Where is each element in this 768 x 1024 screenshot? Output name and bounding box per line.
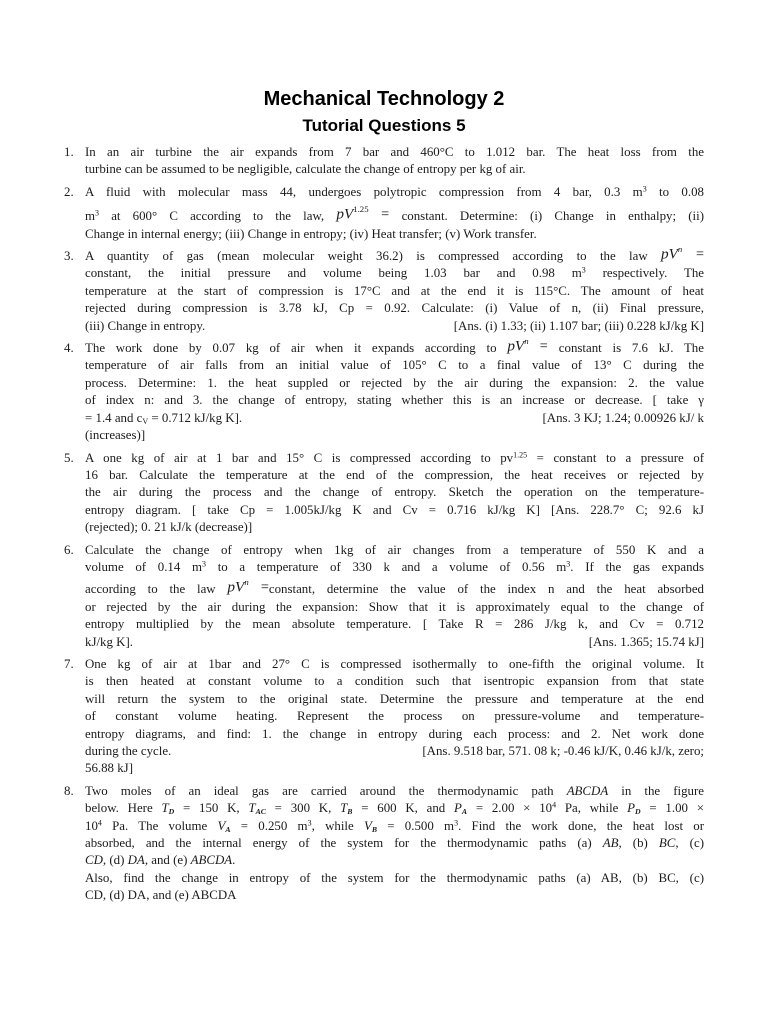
questions-list — [64, 144, 704, 905]
question-body — [85, 144, 704, 179]
text-run: = 0.712 kJ/kg K]. — [148, 410, 243, 425]
text-run: constant. Determine: (i) Change in enthalpy; (ii) — [401, 209, 704, 224]
document-title: Mechanical Technology 2 — [263, 88, 505, 110]
question-item — [64, 656, 704, 778]
question-line — [85, 392, 704, 409]
question-line — [85, 484, 704, 501]
text-run-mi: pV — [227, 578, 245, 596]
text-run: absorbed, and the internal energy of the system for the thermodynamic paths (a) — [85, 836, 603, 851]
question-item — [64, 244, 704, 335]
text-run-i: T — [248, 801, 256, 816]
text-run: = 1.00 × — [640, 801, 705, 816]
answer-text — [589, 634, 704, 651]
text-run-i: BC — [658, 836, 676, 851]
question-line — [85, 852, 704, 869]
question-line — [85, 357, 704, 374]
question-line — [85, 818, 704, 835]
text-run-mi: pV — [661, 245, 678, 263]
text-run: [Ans. 9.518 bar, 571. 08 k; -0.46 kJ/K, 0.46 kJ/k, zero; — [422, 744, 704, 758]
question-line — [85, 708, 704, 725]
question-number: 6. — [64, 542, 74, 557]
text-run: according to the law — [85, 582, 228, 597]
text-run: Calculate the change of entropy when 1kg of air changes from a temperature of 550 K and a — [85, 542, 704, 557]
text-run: A one kg of air at 1 bar and 15° C is compressed according to pv — [85, 450, 514, 465]
text-run: constant, the initial pressure and volume being 1.03 bar and 0.98 m — [85, 266, 582, 281]
text-run: (rejected); 0. 21 kJ/k (decrease)] — [85, 520, 253, 535]
question-line — [85, 410, 704, 427]
text-run: entropy diagram. [ take Cp = 1.005kJ/kg K and Cv = 0.716 kJ/kg K] [Ans. 228.7° C; 92.6 kJ — [85, 502, 704, 517]
question-line — [85, 226, 704, 243]
question-line — [85, 783, 704, 800]
text-run-msupi: n — [524, 336, 529, 347]
question-line — [85, 375, 704, 392]
question-line — [85, 184, 704, 201]
question-line — [85, 318, 704, 335]
text-run: = constant to a pressure of — [527, 450, 704, 465]
text-run: 10 — [85, 818, 98, 833]
question-body — [85, 336, 704, 444]
text-run: to a temperature of 330 k and a volume of 0.56 m — [206, 559, 567, 574]
text-run-isub: A — [461, 807, 468, 817]
question-number: 5. — [64, 450, 74, 465]
text-run: below. Here — [85, 801, 162, 816]
text-run: entropy multiplied by the mean absolute temperature. [ Take R = 286 J/kg k, and Cv = 0.712 — [85, 617, 704, 632]
text-run: , while — [311, 818, 364, 833]
text-run-i: P — [627, 801, 636, 816]
question-line — [85, 144, 704, 161]
text-run-i: ABCDA — [566, 783, 609, 798]
text-run: = 0.250 m — [230, 818, 308, 833]
question-number: 4. — [64, 341, 74, 356]
text-run-isub: D — [635, 807, 641, 817]
text-run-sub: V — [142, 416, 149, 426]
text-run: constant, determine the value of the index n and the heat absorbed — [268, 582, 704, 597]
question-number: 3. — [64, 249, 74, 264]
question-line — [85, 450, 704, 467]
text-run: = 600 K, and — [352, 801, 455, 816]
text-run: One kg of air at 1bar and 27° C is compressed isothermally to one-fifth the original volume. It — [85, 656, 704, 671]
text-run-sup: 3 — [202, 559, 207, 569]
question-body — [85, 783, 704, 905]
text-run: or rejected by the air during the expansion: Show that it is approximately equal to the change of — [85, 599, 704, 614]
question-line — [85, 519, 704, 536]
text-run: temperature of air falls from an initial value of 105° C to a final value of 13° C during the — [85, 358, 704, 373]
text-run: rejected during compression is 3.78 kJ, Cp = 0.92. Calculate: (i) Value of n, (ii) Final pressure, — [85, 301, 704, 316]
question-line — [85, 870, 704, 887]
question-line — [85, 467, 704, 484]
text-run-m: = — [528, 338, 559, 355]
text-run-isub: D — [168, 807, 175, 817]
text-run: . Find the work done, the heat lost or — [458, 818, 705, 833]
text-run-i: AB — [602, 836, 619, 851]
question-number: 2. — [64, 184, 74, 199]
question-line — [85, 656, 704, 673]
question-body — [85, 542, 704, 651]
line-text — [85, 634, 133, 651]
line-text — [85, 318, 205, 335]
text-run-i: DA — [127, 853, 145, 868]
text-run-sup: 3 — [642, 184, 647, 194]
text-run: = 2.00 × 10 — [467, 801, 553, 816]
text-run: . If the gas expands — [570, 559, 704, 574]
text-run-i: V — [363, 818, 372, 833]
text-run: at 600° C according to the law, — [99, 209, 337, 224]
text-run: . — [232, 853, 236, 868]
text-run: of index n: and 3. the change of entropy, stating whether this is an increase or decrease. [ take γ — [85, 393, 704, 408]
question-item — [64, 783, 704, 905]
text-run: temperature at the start of compression is 17°C and at the end it is 115°C. The amount of heat — [85, 283, 704, 298]
text-run: (increases)] — [85, 428, 146, 443]
question-body — [85, 450, 704, 537]
text-run: The work done by 0.07 kg of air when it expands according to — [85, 341, 508, 356]
text-run: CD, (d) DA, and (e) ABCDA — [85, 888, 237, 903]
question-line — [85, 502, 704, 519]
text-run: volume of 0.14 m — [85, 559, 203, 574]
question-line — [85, 265, 704, 282]
text-run: = 150 K, — [174, 801, 249, 816]
text-run: kJ/kg K]. — [85, 634, 133, 649]
text-run: [Ans. 3 KJ; 1.24; 0.00926 kJ/ k — [542, 410, 704, 425]
question-line — [85, 559, 704, 576]
question-line — [85, 673, 704, 690]
text-run-i: P — [454, 801, 462, 816]
text-run: A fluid with molecular mass 44, undergoes polytropic compression from 4 bar, 0.3 m — [85, 184, 643, 199]
text-run-m: = — [682, 246, 704, 263]
text-run: respectively. The — [585, 266, 704, 281]
text-run: Two moles of an ideal gas are carried around the thermodynamic path — [85, 783, 567, 798]
text-run-isub: B — [371, 824, 378, 834]
question-line — [85, 726, 704, 743]
question-line — [85, 576, 704, 598]
text-run-msupi: n — [244, 577, 249, 588]
text-run: the air during the process and the change of entropy. Sketch the operation on the temperature- — [85, 485, 704, 500]
text-run: Pa. The volume — [101, 818, 218, 833]
question-line — [85, 427, 704, 444]
text-run-sup: 3 — [307, 818, 312, 828]
text-run: entropy diagrams, and find: 1. the change in entropy during each process: and 2. Net work done — [85, 726, 704, 741]
text-run: = 0.500 m — [377, 818, 455, 833]
question-line — [85, 835, 704, 852]
text-run-i: ABCDA — [190, 853, 233, 868]
question-item — [64, 144, 704, 179]
question-number: 1. — [64, 145, 74, 159]
question-line — [85, 300, 704, 317]
question-line — [85, 800, 704, 817]
question-line — [85, 161, 704, 178]
text-run: [Ans. (i) 1.33; (ii) 1.107 bar; (iii) 0.228 kJ/kg K] — [453, 318, 704, 333]
text-run-sup: 1.25 — [513, 450, 528, 459]
text-run-msup: 1.25 — [353, 204, 369, 215]
question-number: 8. — [64, 783, 74, 798]
text-run: m — [85, 209, 96, 224]
question-line — [85, 599, 704, 616]
text-run: to 0.08 — [646, 184, 704, 199]
line-text — [85, 743, 171, 760]
text-run-sup: 4 — [97, 818, 102, 828]
question-line — [85, 743, 704, 760]
question-line — [85, 760, 704, 777]
question-body — [85, 244, 704, 335]
text-run-m: = — [248, 579, 269, 596]
text-run: during the cycle. — [85, 744, 172, 758]
text-run: [Ans. 1.365; 15.74 kJ] — [588, 634, 704, 649]
text-run: , (b) — [618, 836, 659, 851]
answer-text — [543, 410, 705, 427]
text-run-i: CD — [85, 853, 103, 868]
question-line — [85, 616, 704, 633]
question-line — [85, 244, 704, 265]
text-run: A quantity of gas (mean molecular weight 36.2) is compressed according to the law — [85, 249, 662, 264]
text-run: Change in internal energy; (iii) Change in entropy; (iv) Heat transfer; (v) Work transfer. — [85, 226, 537, 241]
text-run-isub: AC — [255, 807, 266, 817]
line-text — [85, 410, 242, 427]
question-line — [85, 542, 704, 559]
text-run: constant is 7.6 kJ. The — [558, 341, 704, 356]
text-run: Also, find the change in entropy of the system for the thermodynamic paths (a) AB, (b) BC, (c) — [85, 870, 704, 885]
text-run: is then heated at constant volume to a condition such that isentropic expansion from that state — [85, 674, 704, 689]
text-run-msupi: n — [677, 244, 683, 255]
answer-text — [422, 743, 704, 760]
question-body — [85, 656, 704, 778]
text-run-i: T — [340, 801, 348, 816]
text-run: , (c) — [675, 836, 704, 851]
question-line — [85, 887, 704, 904]
text-run: 16 bar. Calculate the temperature at the end of the compression, the heat receives or rejected by — [85, 467, 704, 482]
text-run: = 300 K, — [265, 801, 341, 816]
text-run-sup: 3 — [95, 208, 100, 218]
text-run: , (d) — [102, 853, 128, 868]
text-run-mi: pV — [507, 337, 525, 355]
answer-text — [454, 318, 704, 335]
text-run: will return the system to the original state. Determine the pressure and temperature at the end — [85, 691, 704, 706]
text-run-isub: A — [225, 824, 231, 834]
text-run: Pa, while — [556, 801, 628, 816]
question-number: 7. — [64, 656, 74, 671]
text-run-isub: B — [347, 807, 353, 817]
document-subtitle: Tutorial Questions 5 — [302, 116, 466, 135]
question-item — [64, 184, 704, 243]
question-line — [85, 283, 704, 300]
text-run: process. Determine: 1. the heat suppled or rejected by the air during the expansion: 2. the value — [85, 375, 704, 390]
question-item — [64, 450, 704, 537]
question-line — [85, 691, 704, 708]
text-run: 56.88 kJ] — [85, 761, 133, 776]
text-run-sup: 3 — [581, 265, 586, 275]
question-line — [85, 201, 704, 225]
text-run-sup: 4 — [552, 800, 557, 810]
text-run-i: T — [161, 801, 169, 816]
text-run: = 1.4 and c — [85, 410, 143, 425]
question-item — [64, 542, 704, 651]
text-run: of constant volume heating. Represent the process on pressure-volume and temperature- — [85, 709, 704, 724]
text-run: turbine can be assumed to be negligible, calculate the change of entropy per kg of air. — [85, 162, 526, 177]
text-run-i: V — [217, 818, 226, 833]
text-run-sup: 3 — [566, 559, 571, 569]
question-item — [64, 336, 704, 444]
text-run-mi: pV — [336, 205, 354, 223]
text-run: , and (e) — [144, 853, 191, 868]
text-run-m: = — [368, 206, 402, 223]
question-body — [85, 184, 704, 243]
question-line — [85, 634, 704, 651]
text-run: (iii) Change in entropy. — [85, 318, 206, 333]
text-run: in the figure — [608, 783, 704, 798]
question-line — [85, 336, 704, 357]
text-run: In an air turbine the air expands from 7 bar and 460°C to 1.012 bar. The heat loss from the — [85, 145, 704, 159]
text-run-sup: 3 — [454, 818, 459, 828]
